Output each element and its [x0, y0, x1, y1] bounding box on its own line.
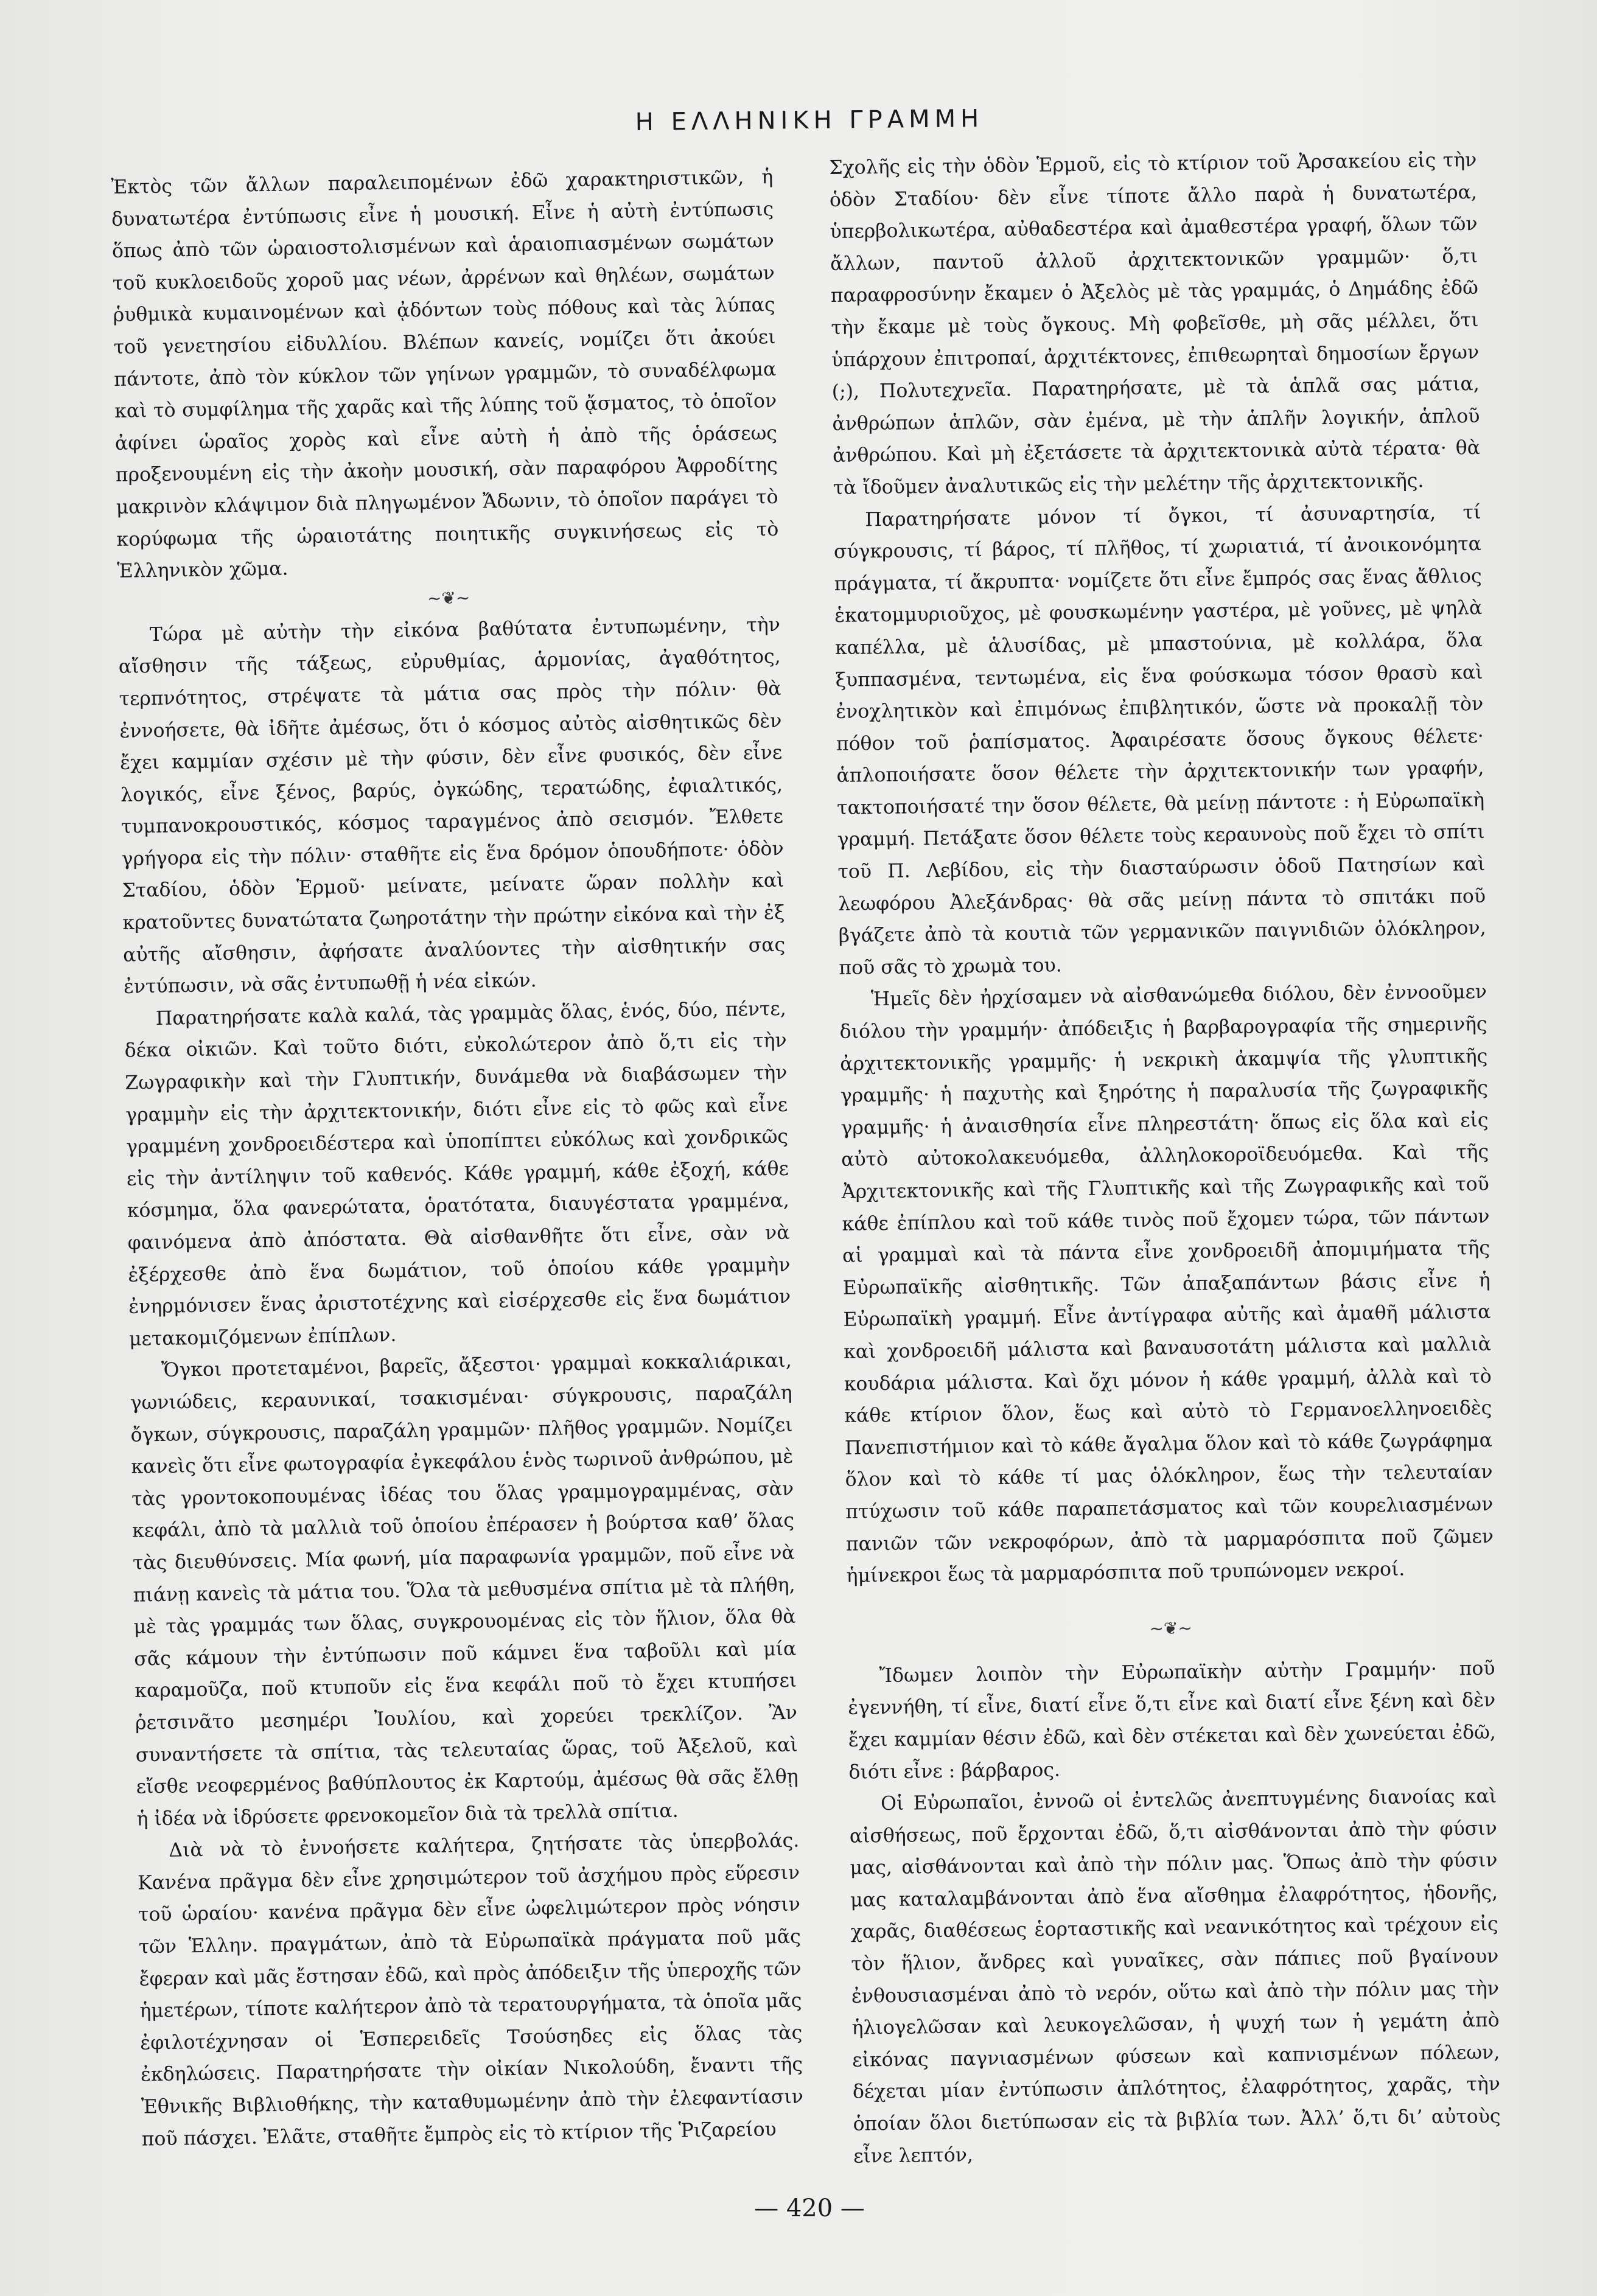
- left-column: [111, 161, 804, 2155]
- page-number: — 420 —: [754, 2194, 865, 2222]
- paragraph: Παρατηρήσατε μόνον τί ὄγκοι, τί ἀσυναρτησία, τί σύγκρουσις, τί βάρος, τί πλῆθος, τί χωριατιά, τί ἀνοικονόμητα πράγματα, τί ἄκρυπτα· νομίζετε ὅτι εἶνε ἔμπρός σας ἕνας ἄθλιος ἑκατομμυριοῦχος, μὲ φουσκωμένην γαστέρα, μὲ γοῦνες, μὲ ψηλὰ καπέλλα, μὲ ἁλυσίδας, μὲ μπαστούνια, μὲ κολλάρα, ὅλα ξυππασμένα, τεντωμένα, εἰς ἕνα φούσκωμα τόσον θρασὺ καὶ ἐνοχλητικὸν καὶ ἐπιμόνως ἐπιβλητικόν, ὥστε νὰ προκαλῇ τὸν πόθον τοῦ ῥαπίσματος. Ἀφαιρέσατε ὅσους ὄγκους θέλετε· ἁπλοποιήσατε ὅσον θέλετε τὴν ἀρχιτεκτονικήν των γραφήν, τακτοποιήσατέ την ὅσον θέλετε, θὰ μείνῃ πάντοτε : ἡ Εὐρωπαϊκὴ γραμμή. Πετάξατε ὅσον θέλετε τοὺς κεραυνοὺς ποῦ ἔχει τὸ σπίτι τοῦ Π. Λεβίδου, εἰς τὴν διασταύρωσιν ὁδοῦ Πατησίων καὶ λεωφόρου Ἀλεξάνδρας· θὰ σᾶς μείνῃ πάντα τὸ σπιτάκι ποῦ βγάζετε ἀπὸ τὰ κουτιὰ τῶν γερμανικῶν παιγνιδιῶν ὁλόκληρον, ποῦ σᾶς τὸ χρωμὰ του.: [833, 501, 1486, 979]
- paragraph: Ἐκτὸς τῶν ἄλλων παραλειπομένων ἐδῶ χαρακτηριστικῶν, ἡ δυνατωτέρα ἐντύπωσις εἶνε ἡ μουσική. Εἶνε ἡ αὐτὴ ἐντύπωσις ὅπως ἀπὸ τῶν ὡραιοστολισμένων καὶ ἁραιοπιασμένων σωμάτων τοῦ κυκλοειδοῦς χοροῦ μας νέων, ἀρρένων καὶ θηλέων, σωμάτων ῥυθμικὰ κυμαινομένων καὶ ᾀδόντων τοὺς πόθους καὶ τὰς λύπας τοῦ γενετησίου εἰδυλλίου. Βλέπων κανείς, νομίζει ὅτι ἀκούει πάντοτε, ἀπὸ τὸν κύκλον τῶν γηίνων γραμμῶν, τὸ συναδέλφωμα καὶ τὸ συμφίλημα τῆς χαρᾶς καὶ τῆς λύπης τοῦ ᾄσματος, τὸ ὁποῖον ἀφίνει ὡραῖος χορὸς καὶ εἶνε αὐτὴ ἡ ἀπὸ τῆς ὁράσεως προξενουμένη εἰς τὴν ἀκοὴν μουσική, σὰν παραφόρου Ἀφροδίτης μακρινὸν κλάψιμον διὰ πληγωμένον Ἄδωνιν, τὸ ὁποῖον παράγει τὸ κορύφωμα τῆς ὡραιοτάτης ποιητικῆς συγκινήσεως εἰς τὸ Ἑλληνικὸν χῶμα.: [111, 166, 779, 583]
- paragraph: Ἡμεῖς δὲν ἠρχίσαμεν νὰ αἰσθανώμεθα διόλου, δὲν ἐννοοῦμεν διόλου τὴν γραμμήν· ἀπόδειξις ἡ βαρβαρογραφία τῆς σημερινῆς ἀρχιτεκτονικῆς γραμμῆς· ἡ νεκρικὴ ἀκαμψία τῆς γλυπτικῆς γραμμῆς· ἡ παχυτὴς καὶ ξηρότης ἡ παραλυσία τῆς ζωγραφικῆς γραμμῆς· ἡ ἀναισθησία εἶνε πληρεστάτη· ὅπως εἰς ὅλα καὶ εἰς αὐτὸ αὐτοκολακευόμεθα, ἀλληλοκοροϊδευόμεθα. Καὶ τῆς Ἀρχιτεκτονικῆς καὶ τῆς Γλυπτικῆς καὶ τῆς Ζωγραφικῆς καὶ τοῦ κάθε ἐπίπλου καὶ τοῦ κάθε τινὸς ποῦ ἔχομεν τώρα, τῶν πάντων αἱ γραμμαὶ καὶ τὰ πάντα εἶνε χονδροειδῆ ἀπομιμήματα τῆς Εὐρωπαϊκῆς αἰσθητικῆς. Τῶν ἀπαξαπάντων βάσις εἶνε ἡ Εὐρωπαϊκὴ γραμμή. Εἶνε ἀντίγραφα αὐτῆς καὶ ἀμαθῆ μάλιστα καὶ χονδροειδῆ μάλιστα καὶ βαναυσοτάτη μάλιστα καὶ μαλλιὰ κουδάρια μάλιστα. Καὶ ὄχι μόνον ἡ κάθε γραμμή, ἀλλὰ καὶ τὸ κάθε κτίριον ὅλον, ἕως καὶ αὐτὸ τὸ Γερμανοελληνοειδὲς Πανεπιστήμιον καὶ τὸ κάθε ἄγαλμα ὅλον καὶ τὸ κάθε ζωγράφημα ὅλον καὶ τὸ κάθε τί μας ὁλόκληρον, ἕως τὴν τελευταίαν πτύχωσιν τοῦ κάθε παραπετάσματος καὶ τῶν κουρελιασμένων πανιῶν τῶν νεκροφόρων, ἀπὸ τὰ μαρμαρόσπιτα ποῦ ζῶμεν ἡμίνεκροι ἕως τὰ μαρμαρόσπιτα ποῦ τρυπώνομεν νεκροί.: [839, 981, 1494, 1587]
- section-separator-ornament: ~❦~: [1149, 1617, 1193, 1639]
- paragraph: Τώρα μὲ αὐτὴν τὴν εἰκόνα βαθύτατα ἐντυπωμένην, τὴν αἴσθησιν τῆς τάξεως, εὐρυθμίας, ἁρμονίας, ἀγαθότητος, τερπνότητος, στρέψατε τὰ μάτια σας πρὸς τὴν πόλιν· θὰ ἐννοήσετε, θὰ ἰδῆτε ἀμέσως, ὅτι ὁ κόσμος αὐτὸς αἰσθητικῶς δὲν ἔχει καμμίαν σχέσιν μὲ τὴν φύσιν, δὲν εἶνε φυσικός, δὲν εἶνε λογικός, εἶνε ξένος, βαρύς, ὀγκώδης, τερατώδης, ἐφιαλτικός, τυμπανοκρουστικός, κόσμος ταραγμένος ἀπὸ σεισμόν. Ἔλθετε γρήγορα εἰς τὴν πόλιν· σταθῆτε εἰς ἕνα δρόμον ὁπουδήποτε· ὁδὸν Σταδίου, ὁδὸν Ἑρμοῦ· μείνατε, μείνατε ὥραν πολλὴν καὶ κρατοῦντες δυνατώτατα ζωηροτάτην τὴν πρώτην εἰκόνα καὶ τὴν ἐξ αὐτῆς αἴσθησιν, ἀφήσατε ἀναλύοντες τὴν αἰσθητικήν σας ἐντύπωσιν, νὰ σᾶς ἐντυπωθῇ ἡ νέα εἰκών.: [118, 613, 786, 999]
- paragraph: Διὰ νὰ τὸ ἐννοήσετε καλήτερα, ζητήσατε τὰς ὑπερβολάς. Κανένα πρᾶγμα δὲν εἶνε χρησιμώτερον τοῦ ἀσχήμου πρὸς εὕρεσιν τοῦ ὡραίου· κανένα πρᾶγμα δὲν εἶνε ὠφελιμώτερον πρὸς νόησιν τῶν Ἑλλην. πραγμάτων, ἀπὸ τὰ Εὐρωπαϊκὰ πράγματα ποῦ μᾶς ἔφεραν καὶ μᾶς ἔστησαν ἐδῶ, καὶ πρὸς ἀπόδειξιν τῆς ὑπεροχῆς τῶν ἡμετέρων, τίποτε καλήτερον ἀπὸ τὰ τερατουργήματα, τὰ ὁποῖα μᾶς ἐφιλοτέχνησαν οἱ Ἑσπερειδεῖς Τσούσηδες εἰς ὅλας τὰς ἐκδηλώσεις. Παρατηρήσατε τὴν οἰκίαν Νικολούδη, ἔναντι τῆς Ἐθνικῆς Βιβλιοθήκης, τὴν καταθυμωμένην ἀπὸ τὴν ἐλεφαντίασιν ποῦ πάσχει. Ἐλᾶτε, σταθῆτε ἔμπρὸς εἰς τὸ κτίριον τῆς Ῥιζαρείου: [137, 1829, 804, 2151]
- paragraph: Ἴδωμεν λοιπὸν τὴν Εὐρωπαϊκὴν αὐτὴν Γραμμήν· ποῦ ἐγεννήθη, τί εἶνε, διατί εἶνε ὅ,τι εἶνε καὶ διατί εἶνε ξένη καὶ δὲν ἔχει καμμίαν θέσιν ἐδῶ, καὶ δὲν στέκεται καὶ δὲν χωνεύεται ἐδῶ, διότι εἶνε : βάρβαρος.: [848, 1657, 1497, 1784]
- paragraph: Σχολῆς εἰς τὴν ὁδὸν Ἑρμοῦ, εἰς τὸ κτίριον τοῦ Ἀρσακείου εἰς τὴν ὁδὸν Σταδίου· δὲν εἶνε τίποτε ἄλλο παρὰ ἡ δυνατωτέρα, ὑπερβολικωτέρα, αὐθαδεστέρα καὶ ἀμαθεστέρα γραφή, ὅλων τῶν ἄλλων, παντοῦ ἀλλοῦ ἀρχιτεκτονικῶν γραμμῶν· ὅ,τι παραφροσύνην ἔκαμεν ὁ Ἀξελὸς μὲ τὰς γραμμάς, ὁ Δημάδης ἐδῶ τὴν ἔκαμε μὲ τοὺς ὄγκους. Μὴ φοβεῖσθε, μὴ σᾶς μέλλει, ὅτι ὑπάρχουν ἐπιτροπαί, ἀρχιτέκτονες, ἐπιθεωρηταὶ δημοσίων ἔργων (;), Πολυτεχνεῖα. Παρατηρήσατε, μὲ τὰ ἁπλᾶ σας μάτια, ἀνθρώπων ἁπλῶν, σὰν ἐμένα, μὲ τὴν ἁπλῆν λογικήν, ἁπλοῦ ἀνθρώπου. Καὶ μὴ ἐξετάσετε τὰ ἀρχιτεκτονικὰ αὐτὰ τέρατα· θὰ τὰ ἴδοῦμεν ἀναλυτικῶς εἰς τὴν μελέτην τῆς ἀρχιτεκτονικῆς.: [829, 149, 1481, 499]
- paragraph: Οἱ Εὐρωπαῖοι, ἐννοῶ οἱ ἐντελῶς ἀνεπτυγμένης διανοίας καὶ αἰσθήσεως, ποῦ ἔρχονται ἐδῶ, ὅ,τι αἰσθάνονται ἀπὸ τὴν φύσιν μας, αἰσθάνονται καὶ ἀπὸ τὴν πόλιν μας. Ὅπως ἀπὸ τὴν φύσιν μας καταλαμβάνονται ἀπὸ ἕνα αἴσθημα ἐλαφρότητος, ἡδονῆς, χαρᾶς, διαθέσεως ἑορταστικῆς καὶ νεανικότητος καὶ τρέχουν εἰς τὸν ἥλιον, ἄνδρες καὶ γυναῖκες, σὰν πάπιες ποῦ βγαίνουν ἐνθουσιασμέναι ἀπὸ τὸ νερόν, οὕτω καὶ ἀπὸ τὴν πόλιν μας τὴν ἡλιογελῶσαν καὶ λευκογελῶσαν, ἡ ψυχή των ἡ γεμάτη ἀπὸ εἰκόνας παγνιασμένων φύσεων καὶ καπνισμένων πόλεων, δέχεται μίαν ἐντύπωσιν ἀπλότητος, ἐλαφρότητος, χαρᾶς, τὴν ὁποίαν ὅλοι διετύπωσαν εἰς τὰ βιβλία των. Ἀλλ’ ὅ,τι δι’ αὐτοὺς εἶνε λεπτόν,: [849, 1785, 1501, 2168]
- running-head: Η ΕΛΛΗΝΙΚΗ ΓΡΑΜΜΗ: [635, 105, 984, 136]
- paragraph: Παρατηρήσατε καλὰ καλά, τὰς γραμμὰς ὅλας, ἑνός, δύο, πέντε, δέκα οἰκιῶν. Καὶ τοῦτο διότι, εὐκολώτερον ἀπὸ ὅ,τι εἰς τὴν Ζωγραφικὴν καὶ τὴν Γλυπτικήν, δυνάμεθα νὰ διαβάσωμεν τὴν γραμμὴν εἰς τὴν ἀρχιτεκτονικήν, διότι εἶνε εἰς τὸ φῶς καὶ εἶνε γραμμένη χονδροειδέστερα καὶ ὑποπίπτει εὐκόλως καὶ χονδρικῶς εἰς τὴν ἀντίληψιν τοῦ καθενός. Κάθε γραμμή, κάθε ἐξοχή, κάθε κόσμημα, ὅλα φανερώτατα, ὁρατότατα, διαυγέστατα γραμμένα, φαινόμενα ἀπὸ ἀπόστατα. Θὰ αἰσθανθῆτε ὅτι εἶνε, σὰν νὰ ἐξέρχεσθε ἀπὸ ἕνα δωμάτιον, τοῦ ὁποίου κάθε γραμμὴν ἐνηρμόνισεν ἕνας ἀριστοτέχνης καὶ εἰσέρχεσθε εἰς ἕνα δωμάτιον μετακομιζόμενων ἐπίπλων.: [124, 997, 791, 1350]
- right-column: [829, 144, 1501, 2172]
- section-separator-ornament: ~❦~: [427, 587, 470, 609]
- paragraph: Ὄγκοι προτεταμένοι, βαρεῖς, ἄξεστοι· γραμμαὶ κοκκαλιάρικαι, γωνιώδεις, κεραυνικαί, τσακισμέναι· σύγκρουσις, παραζάλη ὄγκων, σύγκρουσις, παραζάλη γραμμῶν· πλῆθος γραμμῶν. Νομίζει κανεὶς ὅτι εἶνε φωτογραφία ἐγκεφάλου ἑνὸς τωρινοῦ ἀνθρώπου, μὲ τὰς γροντοκοπουμένας ἰδέας του ὅλας γραμμογραμμένας, σὰν κεφάλι, ἀπὸ τὰ μαλλιὰ τοῦ ὁποίου ἐπέρασεν ἡ βούρτσα καθ’ ὅλας τὰς διευθύνσεις. Μία φωνή, μία παραφωνία γραμμῶν, ποῦ εἶνε νὰ πιάνῃ κανεὶς τὰ μάτια του. Ὅλα τὰ μεθυσμένα σπίτια μὲ τὰ πλήθη, μὲ τὰς γραμμάς των ὅλας, συγκρουομένας εἰς τὸν ἥλιον, ὅλα θὰ σᾶς κάμουν τὴν ἐντύπωσιν ποῦ κάμνει ἕνα ταβοῦλι καὶ μία καραμοῦζα, ποῦ κτυποῦν εἰς ἕνα κεφάλι ποῦ τὸ ἔχει κτυπήσει ῥετσινᾶτο μεσημέρι Ἰουλίου, καὶ χορεύει τρεκλίζον. Ἂν συναντήσετε τὰ σπίτια, τὰς τελευταίας ὥρας, τοῦ Ἀξελοῦ, καὶ εἴσθε νεοφερμένος βαθύπλουτος ἐκ Καρτούμ, ἀμέσως θὰ σᾶς ἔλθῃ ἡ ἰδέα νὰ ἱδρύσετε φρενοκομεῖον διὰ τὰ τρελλὰ σπίτια.: [130, 1350, 798, 1830]
